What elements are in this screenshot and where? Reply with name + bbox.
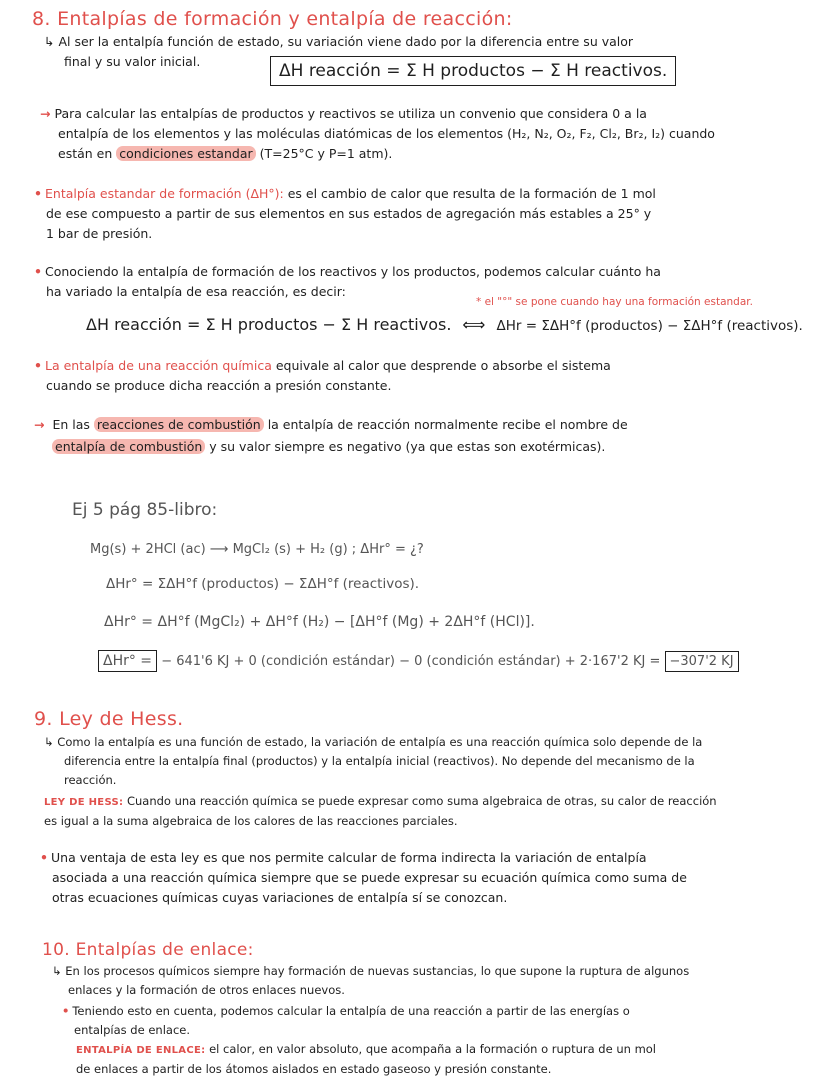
hess-law-line-2: es igual a la suma algebraica de los calores de las reacciones parciales. bbox=[44, 814, 458, 828]
combustion-paragraph bbox=[34, 414, 810, 458]
combustion-c: y su valor siempre es negativo (ya que estas son exotérmicas). bbox=[209, 439, 606, 454]
bond-enthalpy-intro bbox=[52, 962, 812, 1000]
bullet-3-line-2: cuando se produce dicha reacción a presión constante. bbox=[46, 378, 392, 393]
bullet-1-line-2: de ese compuesto a partir de sus elementos en sus estados de agregación más estables a 25° y bbox=[46, 206, 652, 221]
bullet-3-line-1: equivale al calor que desprende o absorbe el sistema bbox=[275, 358, 611, 373]
section-10-title: 10. Entalpías de enlace: bbox=[42, 940, 254, 960]
bullet-1-head: Entalpía estandar de formación (ΔH°): bbox=[45, 186, 284, 201]
example-reaction: Mg(s) + 2HCl (ac) ⟶ MgCl₂ (s) + H₂ (g) ; ΔHr° = ¿? bbox=[90, 542, 424, 557]
bond-calc-line-1: Teniendo esto en cuenta, podemos calcular la entalpía de una reacción a partir de las energías o bbox=[72, 1004, 630, 1018]
intro-line-2: final y su valor inicial. bbox=[64, 54, 201, 69]
example-result bbox=[98, 650, 739, 672]
equation-2-left: ΔH reacción = Σ H productos − Σ H reactivos. bbox=[86, 315, 452, 334]
intro-line-1: ↳ Al ser la entalpía función de estado, su variación viene dado por la diferencia entre su valor bbox=[44, 34, 634, 49]
bond-calc-line-2: entalpías de enlace. bbox=[74, 1023, 190, 1037]
advantage-line-2: asociada a una reacción química siempre que se puede expresar su ecuación química como suma de bbox=[52, 870, 687, 885]
standard-note: * el "°" se pone cuando hay una formación estandar. bbox=[476, 296, 753, 308]
highlight-combustion-enthalpy: entalpía de combustión bbox=[52, 439, 205, 454]
example-title: Ej 5 pág 85-libro: bbox=[72, 500, 218, 520]
enthalpy-equation-box: ΔH reacción = Σ H productos − Σ H reactivos. bbox=[270, 56, 676, 86]
bond-definition-line-2: de enlaces a partir de los átomos aislados en estado gaseoso y presión constante. bbox=[76, 1062, 552, 1076]
hess-line-1: ↳ Como la entalpía es una función de estado, la variación de entalpía es una reacción química solo depende de la bbox=[44, 735, 703, 749]
bullet-icon: • bbox=[62, 1004, 70, 1018]
bullet-2-line-1: Conociendo la entalpía de formación de los reactivos y los productos, podemos calcular cuánto ha bbox=[45, 264, 661, 279]
bond-definition-label: ENTALPÍA DE ENLACE: bbox=[76, 1045, 206, 1056]
hess-paragraph bbox=[44, 733, 814, 790]
hess-line-2: diferencia entre la entalpía final (productos) y la entalpía inicial (reactivos). No depende del mecanismo de la bbox=[64, 754, 695, 768]
example-formula-1: ΔHr° = ΣΔH°f (productos) − ΣΔH°f (reactivos). bbox=[106, 576, 420, 592]
arrow-icon: → bbox=[40, 106, 51, 121]
combustion-b: la entalpía de reacción normalmente recibe el nombre de bbox=[267, 417, 628, 432]
hess-line-3: reacción. bbox=[64, 773, 117, 787]
hess-law-label: LEY DE HESS: bbox=[44, 797, 124, 808]
combustion-a: En las bbox=[52, 417, 90, 432]
bond-intro-line-2: enlaces y la formación de otros enlaces nuevos. bbox=[68, 983, 345, 997]
hess-law bbox=[44, 792, 814, 831]
bond-definition-line-1: el calor, en valor absoluto, que acompaña a la formación o ruptura de un mol bbox=[209, 1042, 657, 1056]
bullet-standard-formation bbox=[34, 184, 810, 244]
convention-line-2: entalpía de los elementos y las moléculas diatómicas de los elementos (H₂, N₂, O₂, F₂, Cl₂, Br₂, I₂) cuando bbox=[58, 126, 715, 141]
bullet-icon: • bbox=[34, 264, 42, 279]
section-9-title: 9. Ley de Hess. bbox=[34, 708, 184, 730]
result-lhs-box: ΔHr° = bbox=[98, 650, 157, 672]
convention-paragraph bbox=[40, 104, 810, 164]
bullet-3-head: La entalpía de una reacción química bbox=[45, 358, 272, 373]
hess-law-line-1: Cuando una reacción química se puede expresar como suma algebraica de otras, su calor de reacción bbox=[126, 794, 717, 808]
bond-intro-line-1: ↳ En los procesos químicos siempre hay formación de nuevas sustancias, lo que supone la ruptura de algunos bbox=[52, 964, 690, 978]
bullet-icon: • bbox=[40, 850, 48, 865]
bullet-icon: • bbox=[34, 186, 42, 201]
bond-enthalpy-calc bbox=[62, 1002, 812, 1040]
result-expression: − 641'6 KJ + 0 (condición estándar) − 0 (condición estándar) + 2·167'2 KJ = bbox=[161, 654, 661, 669]
bond-enthalpy-definition bbox=[76, 1040, 816, 1079]
convention-line-3b: (T=25°C y P=1 atm). bbox=[259, 146, 393, 161]
equation-2-right: ΔHr = ΣΔH°f (productos) − ΣΔH°f (reactivos). bbox=[496, 318, 803, 334]
bullet-2-line-2: ha variado la entalpía de esa reacción, es decir: bbox=[46, 284, 346, 299]
section-8-title: 8. Entalpías de formación y entalpía de reacción: bbox=[32, 8, 513, 30]
example-formula-2: ΔHr° = ΔH°f (MgCl₂) + ΔH°f (H₂) − [ΔH°f (Mg) + 2ΔH°f (HCl)]. bbox=[104, 614, 535, 630]
arrow-icon: → bbox=[34, 417, 45, 432]
advantage-line-3: otras ecuaciones químicas cuyas variaciones de entalpía sí se conozcan. bbox=[52, 890, 508, 905]
highlight-combustion-reactions: reacciones de combustión bbox=[94, 417, 264, 432]
convention-line-3a: están en bbox=[58, 146, 113, 161]
hess-advantage bbox=[40, 848, 810, 908]
bullet-icon: • bbox=[34, 358, 42, 373]
convention-line-1: Para calcular las entalpías de productos y reactivos se utiliza un convenio que considera 0 a la bbox=[54, 106, 647, 121]
bullet-1-line-1: es el cambio de calor que resulta de la formación de 1 mol bbox=[287, 186, 656, 201]
bullet-reaction-enthalpy bbox=[34, 356, 810, 396]
equation-2 bbox=[86, 315, 803, 334]
highlight-standard-conditions: condiciones estandar bbox=[116, 146, 255, 161]
advantage-line-1: Una ventaja de esta ley es que nos permite calcular de forma indirecta la variación de entalpía bbox=[51, 850, 647, 865]
bullet-1-line-3: 1 bar de presión. bbox=[46, 226, 153, 241]
result-value-box: −307'2 KJ bbox=[665, 651, 739, 672]
iff-icon: ⟺ bbox=[462, 315, 486, 334]
